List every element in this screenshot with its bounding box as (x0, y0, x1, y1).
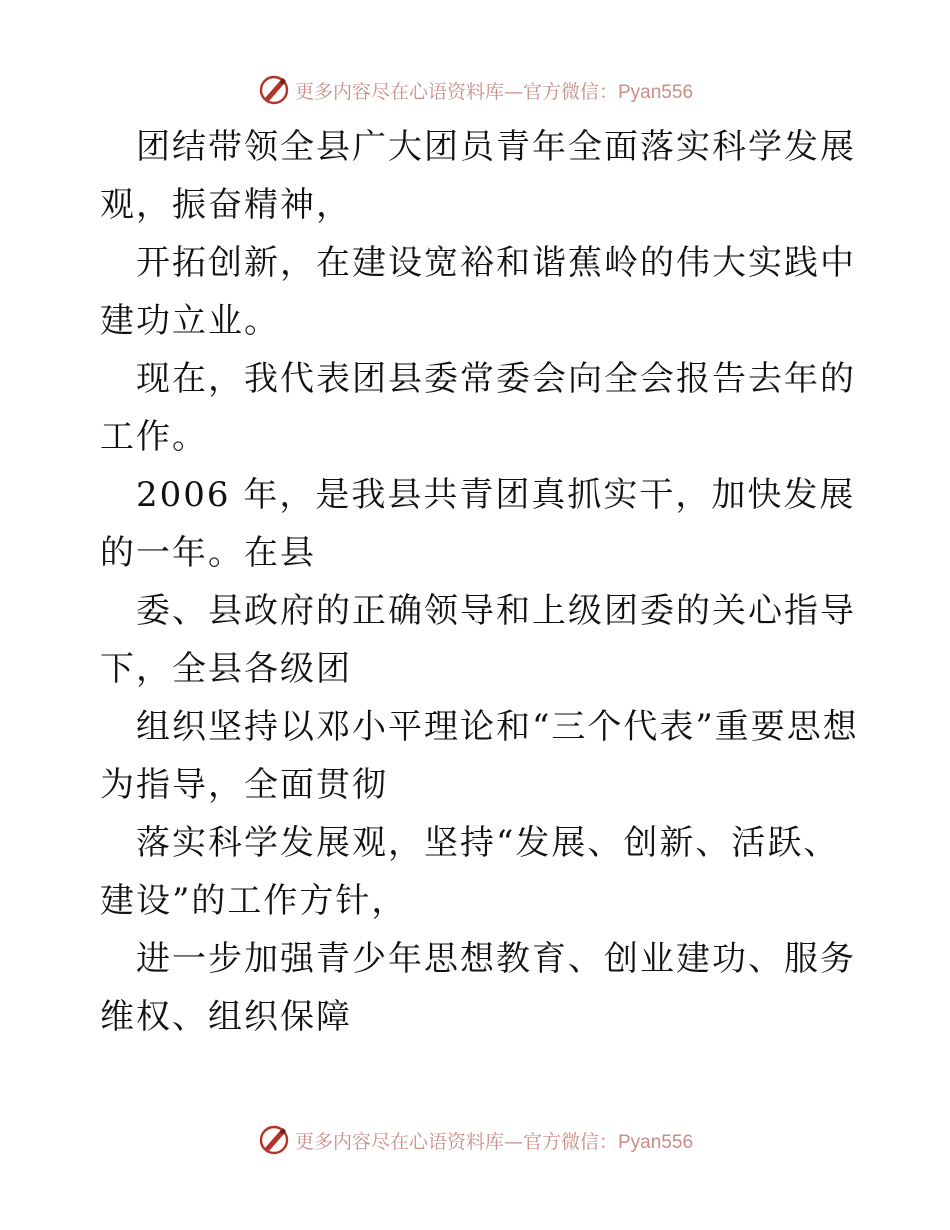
paragraph: 开拓创新，在建设宽裕和谐蕉岭的伟大实践中建功立业。 (100, 243, 856, 341)
paragraph: 团结带领全县广大团员青年全面落实科学发展观，振奋精神， (100, 127, 856, 225)
watermark-text: 更多内容尽在心语资料库—官方微信：Pyan556 (294, 80, 694, 103)
footer-watermark (0, 1120, 950, 1160)
paragraph: 组织坚持以邓小平理论和“三个代表”重要思想为指导，全面贯彻 (100, 707, 859, 805)
pen-logo-icon (257, 1123, 291, 1157)
pen-logo-icon (257, 73, 291, 107)
paragraph: 落实科学发展观，坚持“发展、创新、活跃、建设”的工作方针， (100, 823, 840, 921)
paragraph: 2006 年，是我县共青团真抓实干，加快发展的一年。在县 (100, 475, 856, 573)
header-watermark (0, 70, 950, 110)
paragraph: 现在，我代表团县委常委会向全会报告去年的工作。 (100, 359, 856, 457)
document-body (100, 118, 860, 1046)
paragraph: 委、县政府的正确领导和上级团委的关心指导下，全县各级团 (100, 591, 856, 689)
paragraph: 进一步加强青少年思想教育、创业建功、服务维权、组织保障 (100, 939, 856, 1037)
watermark-text: 更多内容尽在心语资料库—官方微信：Pyan556 (294, 1130, 694, 1153)
